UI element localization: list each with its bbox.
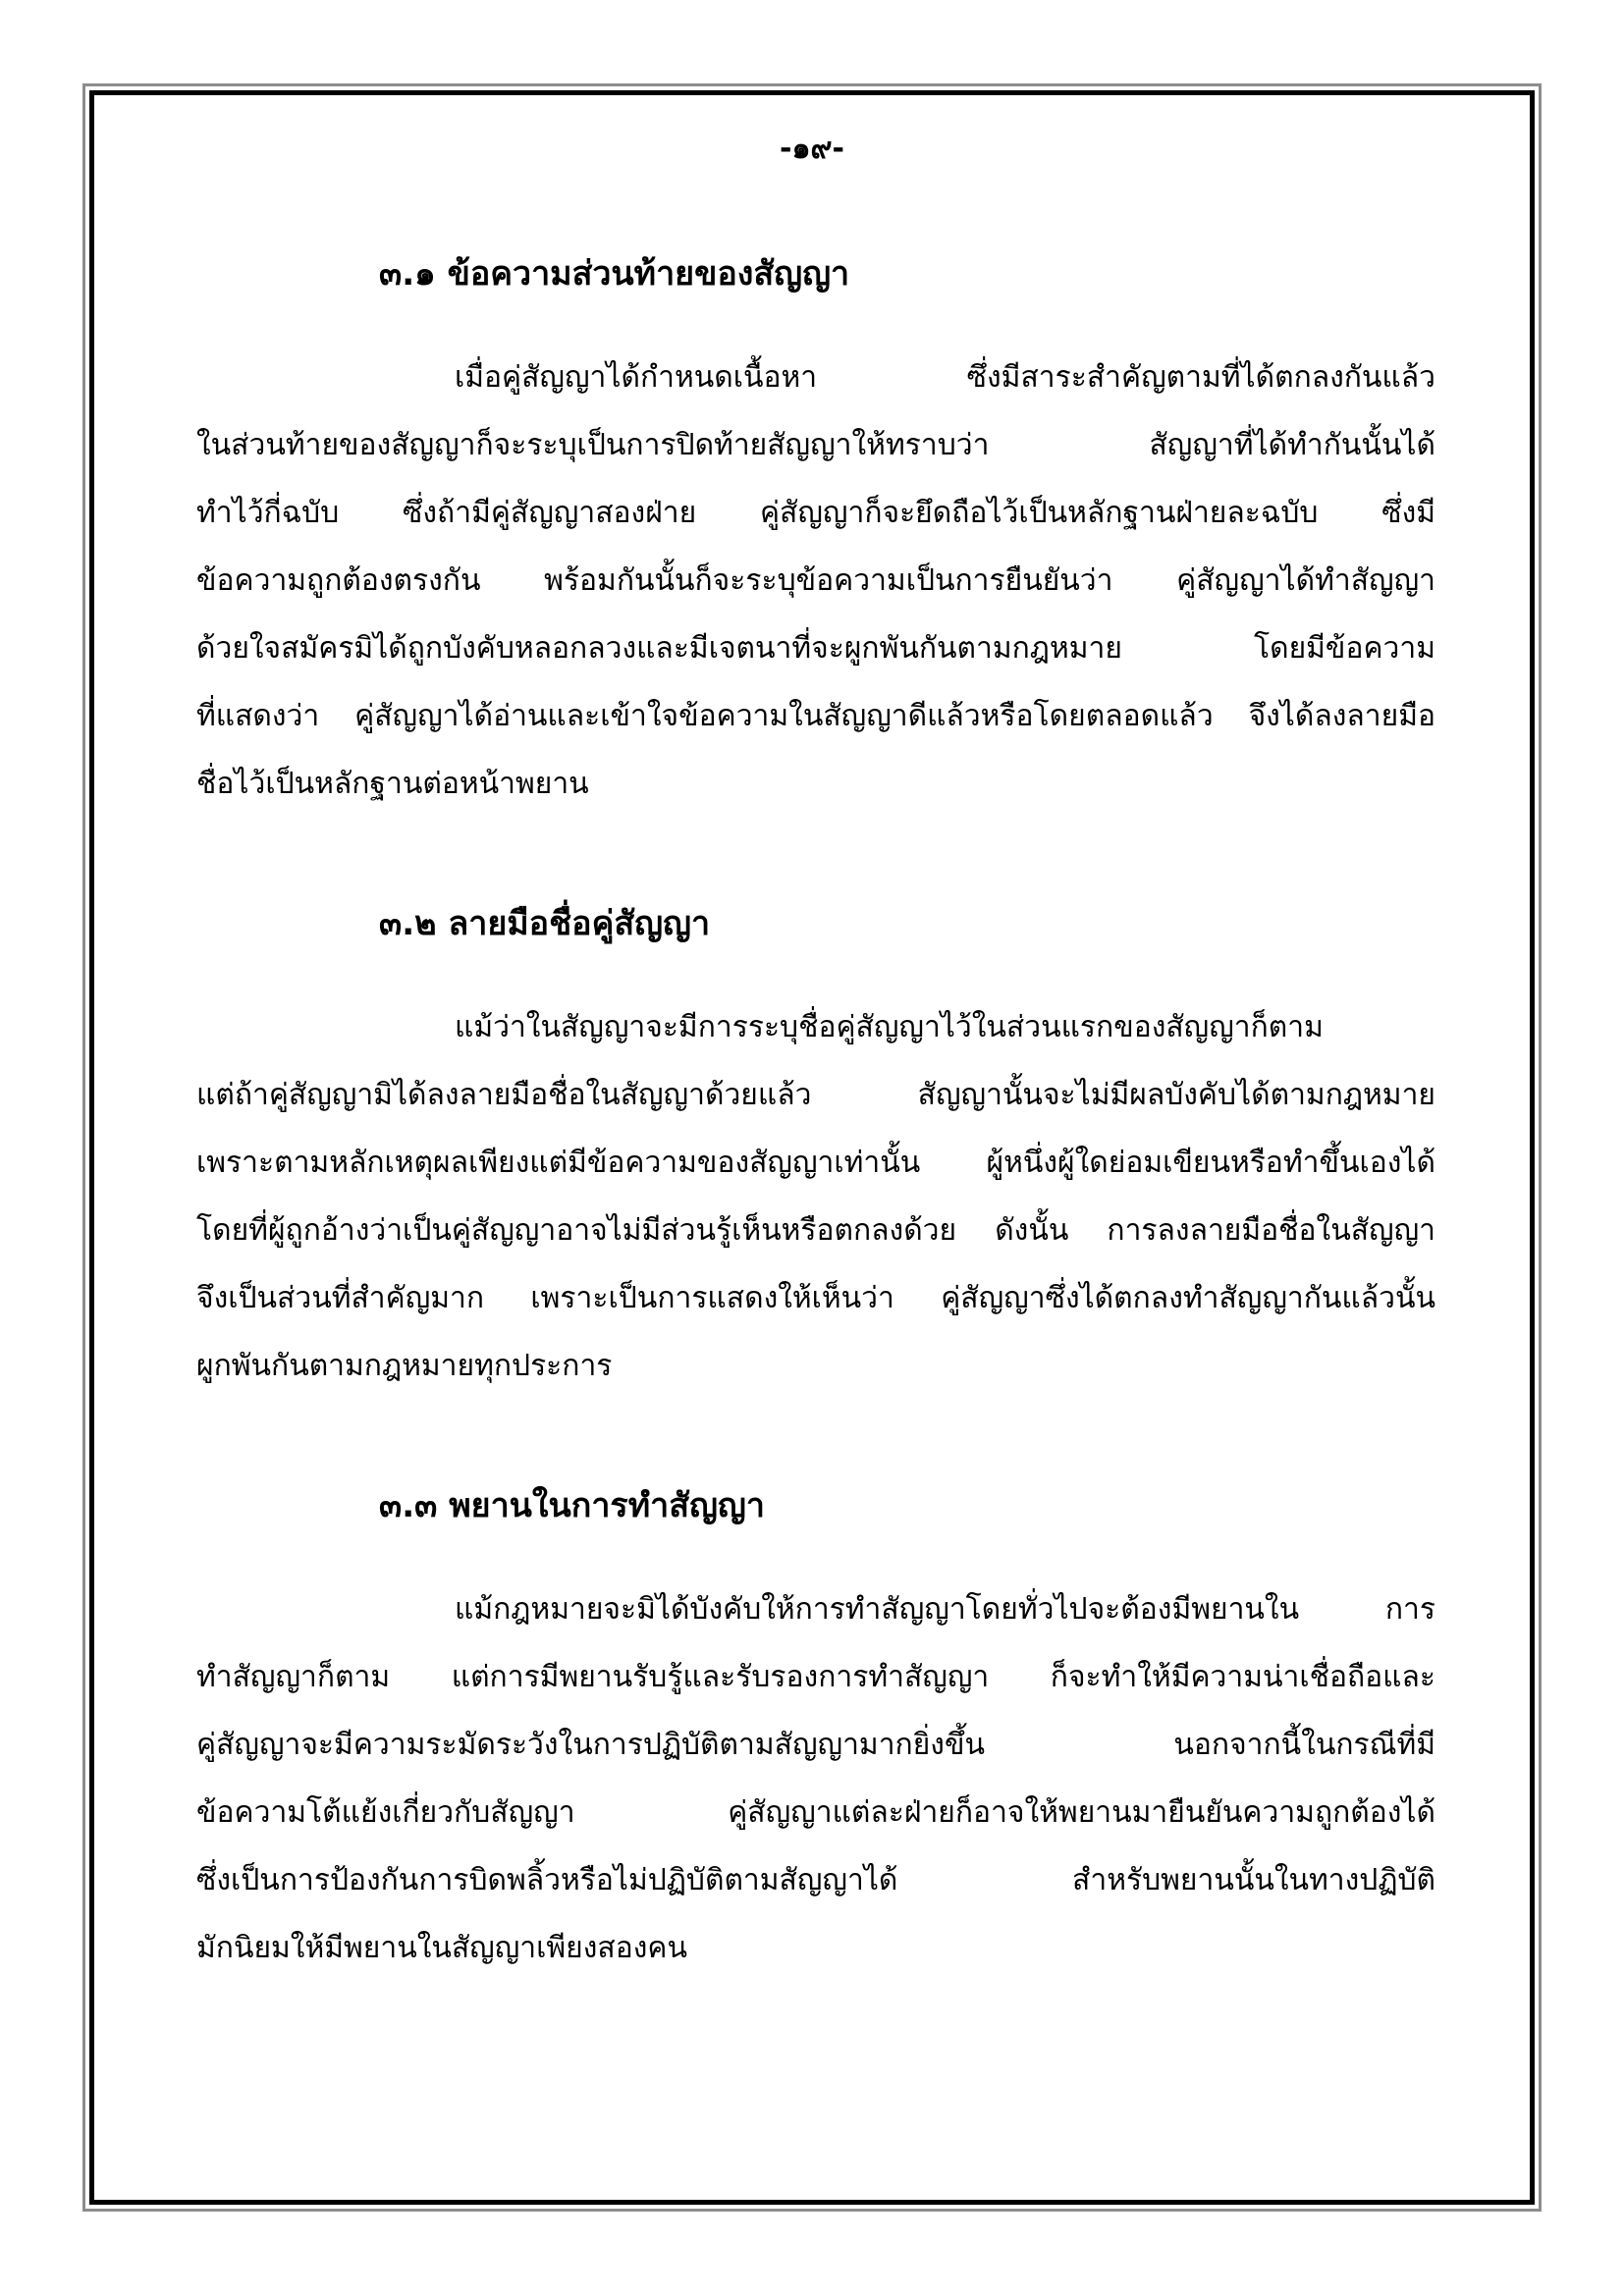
paragraph-line: ข้อความโต้แย้งเกี่ยวกับสัญญา คู่สัญญาแต่ละฝ่ายก็อาจให้พยานมายืนยันความถูกต้องได้ bbox=[196, 1795, 1435, 1830]
paragraph-line: ข้อความถูกต้องตรงกัน พร้อมกันนั้นก็จะระบุข้อความเป็นการยืนยันว่า คู่สัญญาได้ทำสัญญา bbox=[196, 563, 1435, 598]
paragraph-line: ทำไว้กี่ฉบับ ซึ่งถ้ามีคู่สัญญาสองฝ่าย คู่สัญญาก็จะยึดถือไว้เป็นหลักฐานฝ่ายละฉบับ ซึ่งมี bbox=[196, 496, 1435, 530]
paragraph-line: แม้ว่าในสัญญาจะมีการระบุชื่อคู่สัญญาไว้ในส่วนแรกของสัญญาก็ตาม bbox=[455, 1010, 1324, 1044]
paragraph-line: เมื่อคู่สัญญาได้กำหนดเนื้อหา ซึ่งมีสาระสำคัญตามที่ได้ตกลงกันแล้ว bbox=[455, 360, 1435, 395]
section-heading-3-1: ๓.๑ ข้อความส่วนท้ายของสัญญา bbox=[379, 254, 850, 294]
section-heading-3-2: ๓.๒ ลายมือชื่อคู่สัญญา bbox=[379, 904, 711, 943]
paragraph-line: มักนิยมให้มีพยานในสัญญาเพียงสองคน bbox=[196, 1931, 687, 1965]
section-body-3-2 bbox=[196, 993, 1435, 1400]
page-number: -๑๙- bbox=[780, 132, 844, 166]
paragraph-line: ทำสัญญาก็ตาม แต่การมีพยานรับรู้และรับรองการทำสัญญา ก็จะทำให้มีความน่าเชื่อถือและ bbox=[196, 1660, 1435, 1694]
paragraph-line: ซึ่งเป็นการป้องกันการบิดพลิ้วหรือไม่ปฏิบัติตามสัญญาได้ สำหรับพยานนั้นในทางปฏิบัติ bbox=[196, 1863, 1435, 1897]
paragraph-line: แม้กฎหมายจะมิได้บังคับให้การทำสัญญาโดยทั่วไปจะต้องมีพยานใน การ bbox=[455, 1592, 1435, 1627]
paragraph-line: ด้วยใจสมัครมิได้ถูกบังคับหลอกลวงและมีเจตนาที่จะผูกพันกันตามกฎหมาย โดยมีข้อความ bbox=[196, 631, 1435, 666]
paragraph-line: โดยที่ผู้ถูกอ้างว่าเป็นคู่สัญญาอาจไม่มีส่วนรู้เห็นหรือตกลงด้วย ดังนั้น การลงลายมือชื่อในสัญญา bbox=[196, 1213, 1435, 1248]
paragraph-line: แต่ถ้าคู่สัญญามิได้ลงลายมือชื่อในสัญญาด้วยแล้ว สัญญานั้นจะไม่มีผลบังคับได้ตามกฎหมาย bbox=[196, 1078, 1435, 1112]
section-body-3-1 bbox=[196, 344, 1435, 818]
paragraph-line: ชื่อไว้เป็นหลักฐานต่อหน้าพยาน bbox=[196, 767, 589, 801]
paragraph-line: เพราะตามหลักเหตุผลเพียงแต่มีข้อความของสัญญาเท่านั้น ผู้หนึ่งผู้ใดย่อมเขียนหรือทำขึ้นเองได้ bbox=[196, 1146, 1435, 1180]
section-body-3-3 bbox=[196, 1575, 1435, 1982]
paragraph-line: คู่สัญญาจะมีความระมัดระวังในการปฏิบัติตามสัญญามากยิ่งขึ้น นอกจากนี้ในกรณีที่มี bbox=[196, 1728, 1435, 1762]
section-heading-3-3: ๓.๓ พยานในการทำสัญญา bbox=[379, 1486, 765, 1525]
paragraph-line: จึงเป็นส่วนที่สำคัญมาก เพราะเป็นการแสดงให้เห็นว่า คู่สัญญาซึ่งได้ตกลงทำสัญญากันแล้วนั้น bbox=[196, 1281, 1435, 1315]
paragraph-line: ผูกพันกันตามกฎหมายทุกประการ bbox=[196, 1349, 613, 1383]
paragraph-line: ที่แสดงว่า คู่สัญญาได้อ่านและเข้าใจข้อความในสัญญาดีแล้วหรือโดยตลอดแล้ว จึงได้ลงลายมือ bbox=[196, 699, 1435, 733]
paragraph-line: ในส่วนท้ายของสัญญาก็จะระบุเป็นการปิดท้ายสัญญาให้ทราบว่า สัญญาที่ได้ทำกันนั้นได้ bbox=[196, 428, 1435, 462]
